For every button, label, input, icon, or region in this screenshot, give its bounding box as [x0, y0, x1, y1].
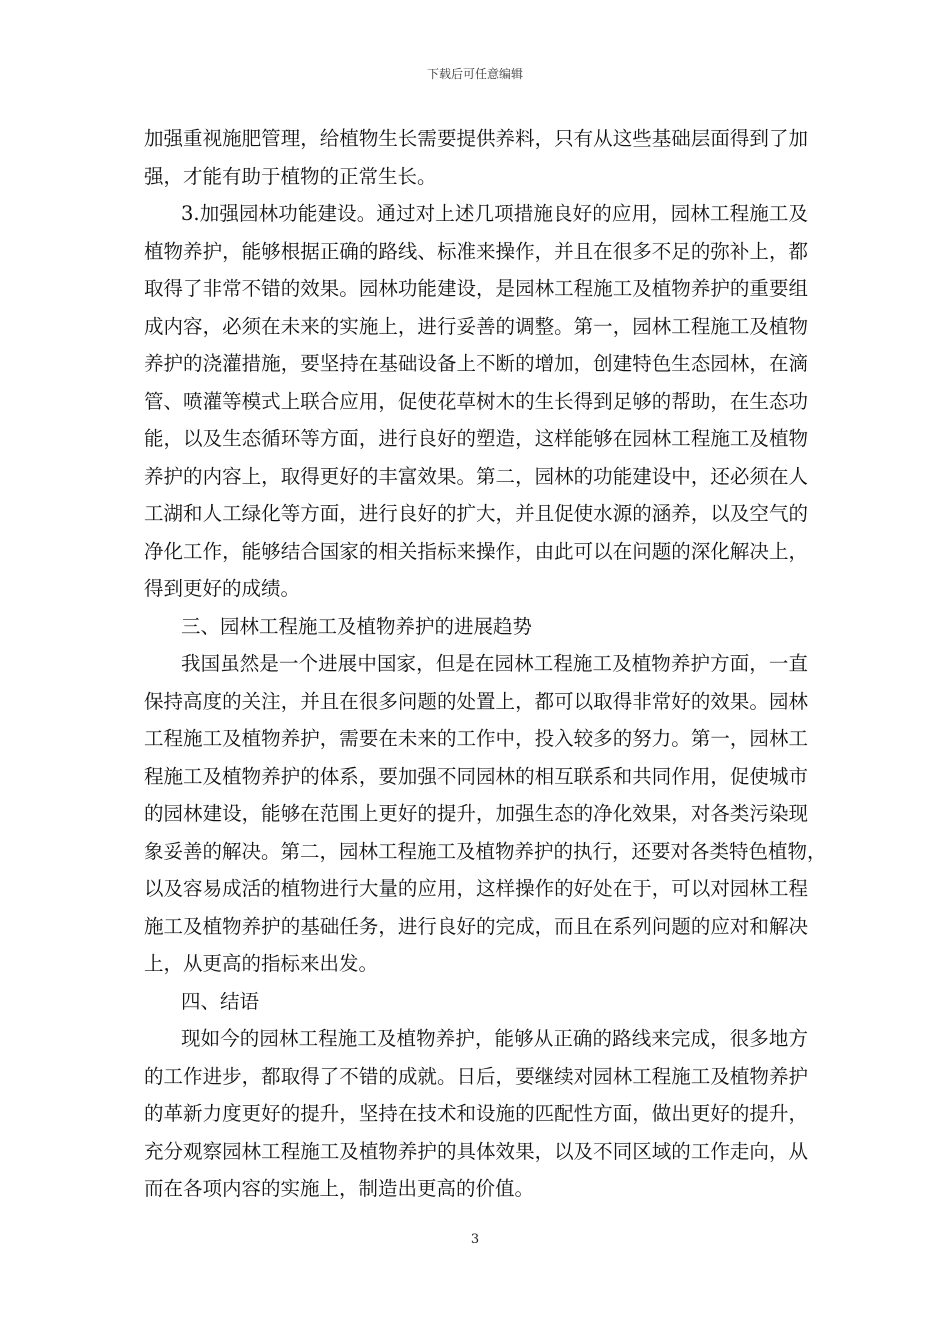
body-line: 强，才能有助于植物的正常生长。: [144, 164, 437, 188]
body-line: 保持高度的关注，并且在很多问题的处置上，都可以取得非常好的效果。园林: [144, 689, 808, 713]
body-line: 能，以及生态循环等方面，进行良好的塑造，这样能够在园林工程施工及植物: [144, 427, 808, 450]
body-line: 成内容，必须在未来的实施上，进行妥善的调整。第一，园林工程施工及植物: [144, 314, 808, 338]
body-line: 养护的浇灌措施，要坚持在基础设备上不断的增加，创建特色生态园林，在滴: [144, 352, 808, 375]
body-line: 上，从更高的指标来出发。: [144, 952, 379, 975]
body-line: 取得了非常不错的效果。园林功能建设，是园林工程施工及植物养护的重要组: [144, 277, 808, 300]
body-line: 植物养护，能够根据正确的路线、标准来操作，并且在很多不足的弥补上，都: [144, 239, 808, 263]
body-line: 施工及植物养护的基础任务，进行良好的完成，而且在系列问题的应对和解决: [144, 914, 808, 938]
body-line: 的工作进步，都取得了不错的成就。日后，要继续对园林工程施工及植物养护: [144, 1064, 808, 1088]
body-line: 程施工及植物养护的体系，要加强不同园林的相互联系和共同作用，促使城市: [144, 764, 808, 788]
body-line: 管、喷灌等模式上联合应用，促使花草树木的生长得到足够的帮助，在生态功: [144, 389, 808, 413]
body-line: 现如今的园林工程施工及植物养护，能够从正确的路线来完成，很多地方: [181, 1027, 808, 1050]
body-line: 的园林建设，能够在范围上更好的提升，加强生态的净化效果，对各类污染现: [144, 802, 808, 825]
section-heading: 三、园林工程施工及植物养护的进展趋势: [181, 614, 533, 638]
page-header: 下载后可任意编辑: [426, 67, 523, 81]
body-line: 净化工作，能够结合国家的相关指标来操作，由此可以在问题的深化解决上，: [144, 539, 808, 563]
body-line: 养护的内容上，取得更好的丰富效果。第二，园林的功能建设中，还必须在人: [144, 464, 808, 488]
body-line: 充分观察园林工程施工及植物养护的具体效果，以及不同区域的工作走向，从: [144, 1139, 808, 1163]
body-line: 得到更好的成绩。: [144, 577, 301, 600]
body-line: 象妥善的解决。第二，园林工程施工及植物养护的执行，还要对各类特色植物，: [144, 839, 827, 863]
document-body: [144, 120, 827, 1208]
page-number: 3: [470, 1232, 480, 1247]
body-line: 工程施工及植物养护，需要在未来的工作中，投入较多的努力。第一，园林工: [144, 727, 808, 750]
body-line: 工湖和人工绿化等方面，进行良好的扩大，并且促使水源的涵养，以及空气的: [144, 502, 808, 525]
section-heading: 四、结语: [181, 989, 260, 1013]
body-line: 加强重视施肥管理，给植物生长需要提供养料，只有从这些基础层面得到了加: [144, 127, 808, 150]
body-line: 的革新力度更好的提升，坚持在技术和设施的匹配性方面，做出更好的提升，: [144, 1102, 808, 1125]
body-line: 3.加强园林功能建设。通过对上述几项措施良好的应用，园林工程施工及: [181, 202, 808, 225]
body-line: 而在各项内容的实施上，制造出更高的价值。: [144, 1177, 535, 1200]
body-line: 以及容易成活的植物进行大量的应用，这样操作的好处在于，可以对园林工程: [144, 877, 808, 900]
body-line: 我国虽然是一个进展中国家，但是在园林工程施工及植物养护方面，一直: [181, 652, 808, 675]
